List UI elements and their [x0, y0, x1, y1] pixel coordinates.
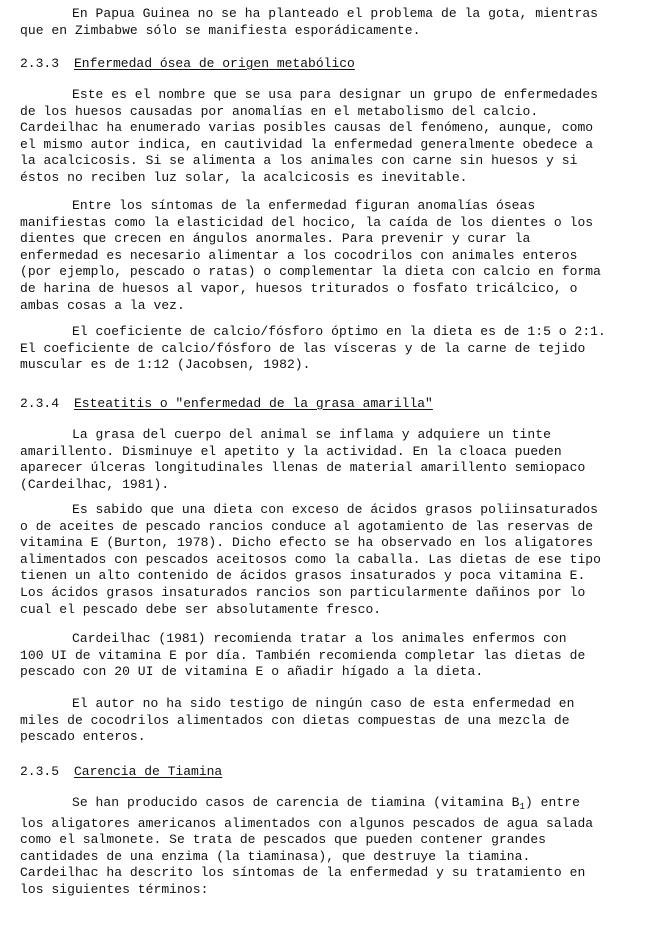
paragraph: [20, 696, 630, 746]
text-line: Cardeilhac (1981) recomienda tratar a los animales enfermos con: [72, 631, 567, 646]
text-run: Se han producido casos de carencia de tiamina (vitamina B: [72, 795, 520, 810]
text-line: Es sabido que una dieta con exceso de ácidos grasos poliinsaturados: [72, 502, 599, 517]
text-line: éstos no reciben luz solar, la acalcicosis es inevitable.: [20, 169, 468, 185]
section-number: 2.3.5: [20, 764, 60, 779]
text-line: de harina de huesos al vapor, huesos triturados o fosfato tricálcico, o: [20, 280, 578, 296]
text-line: Cardeilhac ha descrito los síntomas de la enfermedad y su tratamiento en: [20, 865, 586, 881]
paragraph: [20, 324, 630, 374]
text-run: ) entre: [524, 795, 580, 810]
text-line: amarillento. Disminuye el apetito y la actividad. En la cloaca pueden: [20, 443, 562, 459]
text-line: el mismo autor indica, en cautividad la enfermedad generalmente obedece a: [20, 136, 594, 152]
text-line: alimentados con pescados aceitosos como la caballa. Las dietas de ese tipo: [20, 551, 601, 567]
text-line: Cardeilhac ha enumerado varias posibles causas del fenómeno, aunque, como: [20, 120, 594, 136]
text-line: muscular es de 1:12 (Jacobsen, 1982).: [20, 357, 311, 373]
text-line: 100 UI de vitamina E por día. También recomienda completar las dietas de: [20, 647, 586, 663]
text-line: El coeficiente de calcio/fósforo de las vísceras y de la carne de tejido: [20, 340, 586, 356]
text-line: pescado con 20 UI de vitamina E o añadir hígado a la dieta.: [20, 664, 484, 680]
text-line: cantidades de una enzima (la tiaminasa), que destruye la tiamina.: [20, 848, 531, 864]
text-line: tienen un alto contenido de ácidos grasos insaturados y poca vitamina E.: [20, 568, 586, 584]
section-title: Esteatitis o "enfermedad de la grasa amarilla": [74, 396, 433, 411]
paragraph: [20, 87, 630, 187]
text-line: los siguientes términos:: [20, 881, 209, 897]
text-line: Los ácidos grasos insaturados rancios son particularmente dañinos por lo: [20, 584, 586, 600]
section-heading-2-3-4: [20, 396, 433, 412]
text-line: En Papua Guinea no se ha planteado el problema de la gota, mientras: [72, 6, 599, 21]
section-number: 2.3.4: [20, 396, 60, 411]
text-line: pescado enteros.: [20, 729, 146, 745]
text-line: de los huesos causadas por anomalías en el metabolismo del calcio.: [20, 103, 539, 119]
intro-paragraph: [20, 6, 630, 39]
paragraph: [20, 795, 630, 899]
text-line: (Cardeilhac, 1981).: [20, 476, 170, 492]
text-line: Entre los síntomas de la enfermedad figuran anomalías óseas: [72, 198, 536, 213]
text-line: aparecer úlceras longitudinales llenas de material amarillento semiopaco: [20, 460, 586, 476]
paragraph: [20, 631, 630, 681]
text-line: los aligatores americanos alimentados con algunos pescados de agua salada: [20, 815, 594, 831]
section-number: 2.3.3: [20, 56, 60, 71]
text-line: o de aceites de pescado rancios conduce al agotamiento de las reservas de: [20, 518, 594, 534]
text-line: que en Zimbabwe sólo se manifiesta esporádicamente.: [20, 22, 421, 38]
subscript: 1: [519, 802, 525, 812]
text-line: dientes que crecen en ángulos anormales. Para prevenir y curar la: [20, 231, 531, 247]
text-line: cual el pescado debe ser absolutamente fresco.: [20, 601, 382, 617]
section-title: Carencia de Tiamina: [74, 764, 223, 779]
text-line: La grasa del cuerpo del animal se inflama y adquiere un tinte: [72, 427, 551, 442]
text-line: [20, 795, 630, 816]
paragraph: [20, 427, 630, 493]
text-line: la acalcicosis. Si se alimenta a los animales con carne sin huesos y si: [20, 153, 578, 169]
text-line: ambas cosas a la vez.: [20, 297, 185, 313]
section-heading-2-3-3: [20, 56, 355, 72]
text-line: miles de cocodrilos alimentados con dietas compuestas de una mezcla de: [20, 712, 570, 728]
paragraph: [20, 502, 630, 618]
text-line: El autor no ha sido testigo de ningún caso de esta enfermedad en: [72, 696, 575, 711]
text-line: Este es el nombre que se usa para designar un grupo de enfermedades: [72, 87, 599, 102]
text-line: (por ejemplo, pescado o ratas) o complementar la dieta con calcio en forma: [20, 264, 601, 280]
text-line: como el salmonete. Se trata de pescados que pueden contener grandes: [20, 832, 547, 848]
section-heading-2-3-5: [20, 764, 222, 780]
text-line: vitamina E (Burton, 1978). Dicho efecto se ha observado en los aligatores: [20, 535, 594, 551]
section-title: Enfermedad ósea de origen metabólico: [74, 56, 355, 71]
text-line: manifiestas como la elasticidad del hocico, la caída de los dientes o los: [20, 214, 594, 230]
text-line: El coeficiente de calcio/fósforo óptimo en la dieta es de 1:5 o 2:1.: [72, 324, 606, 339]
paragraph: [20, 198, 630, 314]
text-line: enfermedad es necesario alimentar a los cocodrilos con animales enteros: [20, 247, 578, 263]
